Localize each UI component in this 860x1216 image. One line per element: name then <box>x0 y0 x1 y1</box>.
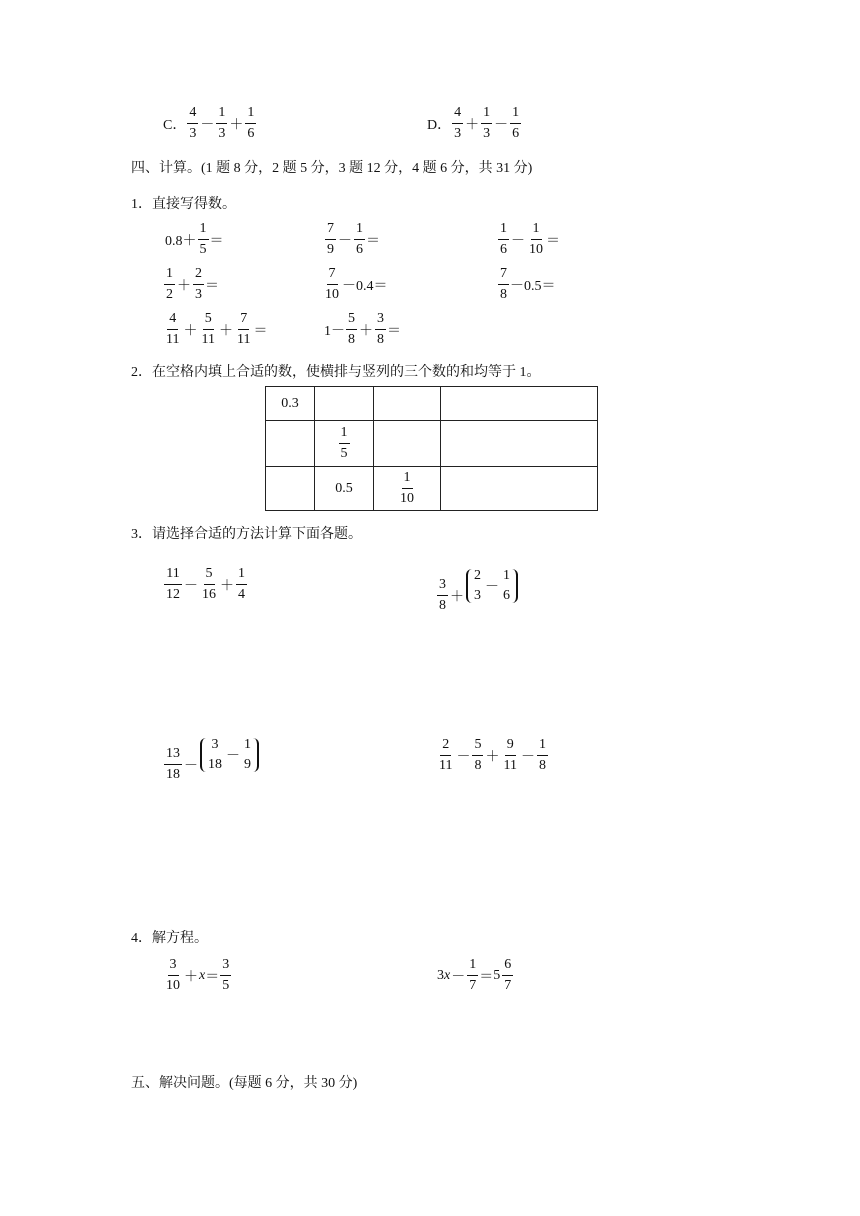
fraction: $\frac{1}{6}$ <box>500 221 507 257</box>
equals-sign: ＝ <box>205 278 219 294</box>
equals-sign: ＝ <box>209 233 224 249</box>
fraction: $\frac{13}{18}$ <box>166 746 180 782</box>
fraction: $\frac{1}{4}$ <box>238 566 245 602</box>
expression-text: 0.8＋ <box>165 233 197 249</box>
grid-cell: 0.5 <box>315 467 374 511</box>
whole-part: 5 <box>493 967 501 983</box>
fraction: $\frac{2}{11}$ <box>439 737 453 773</box>
equals-sign: ＝ <box>253 323 268 339</box>
expression-text: 1－ <box>324 323 345 339</box>
operator: － <box>511 233 525 249</box>
operator: ＋ <box>465 117 480 133</box>
operator: ＋ <box>485 749 500 765</box>
section-four-heading: 四、计算。(1 题 8 分，2 题 5 分，3 题 12 分，4 题 6 分，共 31 分) <box>131 161 533 176</box>
operator: － <box>226 748 240 764</box>
operator: － <box>184 758 198 774</box>
fraction: $\frac{1}{10}$ <box>400 470 414 506</box>
grid-cell <box>315 421 374 467</box>
operator: － <box>338 233 352 249</box>
calc-expression-5 <box>322 267 388 302</box>
fraction: $\frac{4}{3}$ <box>189 105 197 141</box>
grid-cell <box>374 467 441 511</box>
fraction: $\frac{7}{11}$ <box>236 311 251 347</box>
fraction: $\frac{4}{3}$ <box>454 105 462 141</box>
operator: ＋ <box>184 969 198 985</box>
calc-expression-6 <box>497 267 556 302</box>
operator: － <box>494 117 509 133</box>
grid-cell: 0.3 <box>266 387 315 421</box>
variable: x <box>444 967 451 983</box>
variable: x <box>199 967 206 983</box>
operator: － <box>451 969 466 985</box>
expression-text: －0.4＝ <box>342 278 388 294</box>
equation-a <box>163 958 232 993</box>
equals-sign: ＝ <box>205 969 220 985</box>
option-d <box>427 106 522 141</box>
calc-problem-a <box>163 567 248 602</box>
equals-sign: ＝ <box>387 323 401 339</box>
grid-cell-blank[interactable] <box>266 467 315 511</box>
calc-expression-7 <box>163 312 267 347</box>
fraction: $\frac{3}{5}$ <box>222 957 230 993</box>
calc-problem-c <box>163 727 259 782</box>
fraction: $\frac{1}{5}$ <box>340 425 348 461</box>
operator: － <box>520 749 535 765</box>
fraction: $\frac{1}{7}$ <box>469 957 477 993</box>
calc-expression-4 <box>163 267 219 302</box>
operator: ＋ <box>450 589 464 605</box>
section-five-heading: 五、解决问题。(每题 6 分，共 30 分) <box>131 1076 358 1091</box>
fraction: $\frac{1}{2}$ <box>166 266 173 302</box>
magic-sum-grid <box>265 386 598 511</box>
parenthesis-group <box>466 569 518 603</box>
operator: ＋ <box>220 578 234 594</box>
fraction: $\frac{3}{10}$ <box>166 957 180 993</box>
fraction: $\frac{5}{8}$ <box>348 311 355 347</box>
fraction: 1 6 <box>503 567 510 603</box>
fraction: $\frac{7}{10}$ <box>325 266 339 302</box>
calc-expression-3 <box>497 222 560 257</box>
operator: － <box>184 578 198 594</box>
grid-cell-blank[interactable] <box>374 387 441 421</box>
question-three-title: 3．请选择合适的方法计算下面各题。 <box>131 527 362 542</box>
question-one-title: 1．直接写得数。 <box>131 197 236 212</box>
fraction: $\frac{1}{6}$ <box>247 105 255 141</box>
fraction: $\frac{3}{8}$ <box>439 577 446 613</box>
fraction: $\frac{1}{3}$ <box>483 105 491 141</box>
fraction: $\frac{2}{3}$ <box>195 266 202 302</box>
question-four-title: 4．解方程。 <box>131 931 208 946</box>
equals-sign: ＝ <box>366 233 380 249</box>
operator: － <box>200 117 215 133</box>
operator: － <box>485 579 499 595</box>
grid-cell-blank[interactable] <box>315 387 374 421</box>
fraction: $\frac{5}{11}$ <box>201 311 215 347</box>
fraction: $\frac{1}{5}$ <box>199 221 207 257</box>
expression-text: －0.5＝ <box>510 278 556 294</box>
grid-cell-blank[interactable] <box>441 387 598 421</box>
fraction: $\frac{1}{10}$ <box>529 221 543 257</box>
mixed-number <box>493 958 514 993</box>
fraction: 3 18 <box>208 736 222 772</box>
fraction: $\frac{4}{11}$ <box>166 311 180 347</box>
calc-expression-2 <box>324 222 380 257</box>
fraction: 1 9 <box>244 736 251 772</box>
option-c-label: C． <box>163 117 187 133</box>
grid-cell-blank[interactable] <box>266 421 315 467</box>
fraction: $\frac{5}{8}$ <box>474 737 482 773</box>
calc-expression-1 <box>165 222 224 257</box>
grid-cell-blank[interactable] <box>374 421 441 467</box>
operator: － <box>456 749 471 765</box>
grid-cell-blank[interactable] <box>441 467 598 511</box>
calc-expression-8 <box>324 312 401 347</box>
coefficient: 3 <box>437 967 444 983</box>
fraction: $\frac{6}{7}$ <box>504 957 512 993</box>
fraction: $\frac{11}{12}$ <box>166 566 180 602</box>
calc-problem-b <box>436 558 518 613</box>
operator: ＋ <box>218 323 233 339</box>
calc-problem-d <box>436 738 549 773</box>
fraction: $\frac{7}{9}$ <box>327 221 334 257</box>
fraction: $\frac{7}{8}$ <box>500 266 507 302</box>
fraction: $\frac{1}{8}$ <box>538 737 546 773</box>
operator: ＋ <box>229 117 244 133</box>
operator: ＋ <box>183 323 198 339</box>
fraction: 2 3 <box>474 567 481 603</box>
option-c <box>163 106 257 141</box>
equation-b <box>437 958 514 993</box>
equals-sign: ＝ <box>479 969 494 985</box>
option-d-label: D． <box>427 117 452 133</box>
parenthesis-group <box>200 738 259 772</box>
question-two-title: 2．在空格内填上合适的数，使横排与竖列的三个数的和均等于 1。 <box>131 365 541 380</box>
fraction: $\frac{1}{3}$ <box>218 105 226 141</box>
operator: ＋ <box>177 278 191 294</box>
fraction: $\frac{3}{8}$ <box>377 311 384 347</box>
operator: ＋ <box>359 323 373 339</box>
fraction: $\frac{5}{16}$ <box>202 566 216 602</box>
fraction: $\frac{1}{6}$ <box>356 221 363 257</box>
fraction: $\frac{9}{11}$ <box>503 737 517 773</box>
grid-cell-blank[interactable] <box>441 421 598 467</box>
equals-sign: ＝ <box>546 233 560 249</box>
fraction: $\frac{1}{6}$ <box>512 105 520 141</box>
